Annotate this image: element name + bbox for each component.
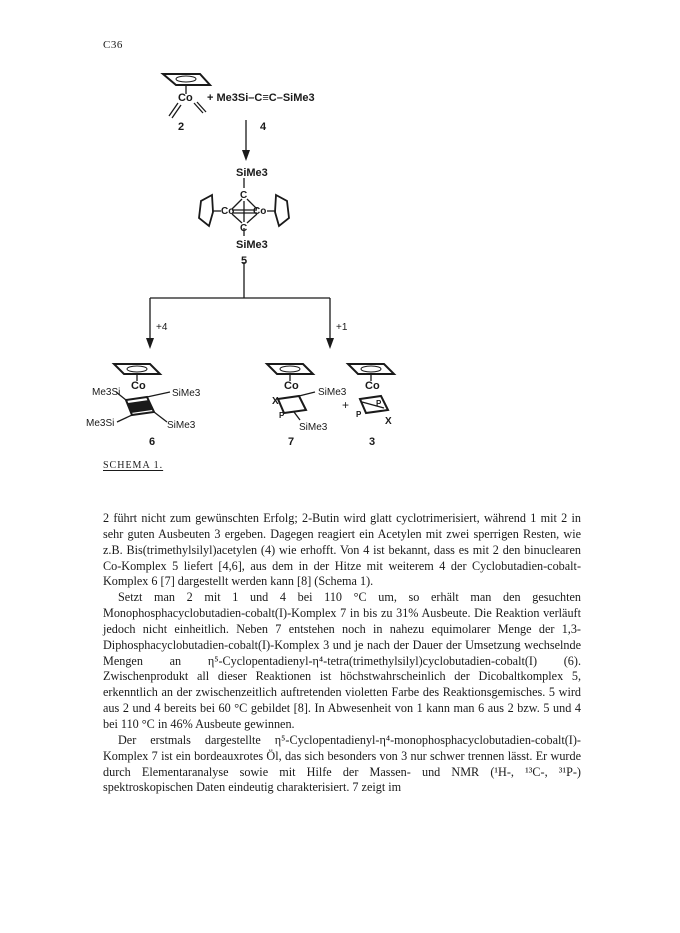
sime3-7-upper: SiMe3	[318, 387, 347, 398]
co-label: Co	[178, 92, 193, 104]
p-7-label: P	[279, 411, 285, 420]
compound-6-structure	[114, 364, 170, 422]
reagent-label: + Me3Si–C≡C–SiMe3	[207, 92, 315, 104]
carbon-bottom-label: C	[240, 223, 248, 234]
plus-sign: +	[342, 398, 350, 412]
compound-6-number: 6	[149, 436, 156, 448]
x-7-label: X	[272, 396, 279, 407]
co-3-label: Co	[365, 380, 380, 392]
compound-7-structure	[267, 364, 315, 420]
right-step-label: +1	[336, 322, 348, 333]
sime3-bottom-label: SiMe3	[236, 239, 268, 251]
page-number: C36	[103, 39, 123, 51]
compound-5-number: 5	[241, 255, 248, 267]
reagent-number-label: 4	[260, 121, 267, 133]
co-7-label: Co	[284, 380, 299, 392]
paragraph-1: 2 führt nicht zum gewünschten Erfolg; 2-Butin wird glatt cyclotrimerisiert, während 1 mit 2 in sehr guten Ausbeuten 3 ergeben. Dagegen reagiert ein Acetylen mit zwei sperrigen Resten, wie z.B. Bis(trimethylsilyl)acetylen (4) wie erhofft. Von 4 ist bekannt, dass es mit 2 den binuclearen Co-Komplex 5 liefert [4,6], aus dem in der Hitze mit weiterem 4 der Cyclobutadien-cobalt-Komplex 6 [7] dargestellt werden kann [8] (Schema 1).	[103, 511, 581, 589]
co-6-label: Co	[131, 380, 146, 392]
compound-3-number: 3	[369, 436, 376, 448]
co-left-label: Co	[221, 206, 235, 217]
body-text	[103, 511, 581, 796]
p-3-upper-label: P	[376, 399, 382, 408]
paragraph-3: Der erstmals dargestellte η⁵-Cyclopentadienyl-η⁴-monophosphacyclobutadien-cobalt(I)-Komplex 7 ist ein bordeauxrotes Öl, das sich besonders von 3 nur schwer trennen lässt. Er wurde durch Elementaranalyse sowie mit Hilfe der Massen- und NMR (¹H-, ¹³C-, ³¹P-) spektroskopischen Daten eindeutig charakterisiert. 7 zeigt im	[103, 732, 581, 795]
sime3-upper-right: SiMe3	[172, 388, 201, 399]
sime3-lower-right: SiMe3	[167, 420, 196, 431]
sime3-top-label: SiMe3	[236, 167, 268, 179]
scheme-caption: SCHEMA 1.	[103, 460, 164, 471]
sime3-7-lower: SiMe3	[299, 422, 328, 433]
compound-7-number: 7	[288, 436, 295, 448]
carbon-top-label: C	[240, 190, 248, 201]
compound-2-number: 2	[178, 121, 185, 133]
x-3-label: X	[385, 416, 392, 427]
me3si-lower-left: Me3Si	[86, 418, 115, 429]
p-3-lower-label: P	[356, 410, 362, 419]
paragraph-2: Setzt man 2 mit 1 und 4 bei 110 °C um, so erhält man den gesuchten Monophosphacyclobutadien-cobalt(I)-Komplex 7 in bis zu 31% Ausbeute. Die Reaktion verläuft jedoch nicht einheitlich. Neben 7 entstehen noch in nahezu equimolarer Menge der 1,3-Diphosphacyclobutadien-cobalt(I)-Komplex 3 und je nach der Dauer der Umsetzung wechselnde Mengen an η⁵-Cyclopentadienyl-η⁴-tetra(trimethylsilyl)cyclobutadien-cobalt(I) (6). Zwischenprodukt all dieser Reaktionen ist höchstwahrscheinlich der Dicobaltkomplex 5, erkenntlich an der zwischenzeitlich auftretenden violetten Farbe des Reaktionsgemisches. 5 wird aus 2 und 4 bereits bei 60 °C gebildet [8]. In Abwesenheit von 1 kann man 6 aus 2 bzw. 5 und 4 bei 110 °C in 46% Ausbeute gewinnen.	[103, 590, 581, 731]
me3si-upper-left: Me3Si	[92, 387, 121, 398]
left-step-label: +4	[156, 322, 168, 333]
co-right-label: Co	[253, 206, 267, 217]
